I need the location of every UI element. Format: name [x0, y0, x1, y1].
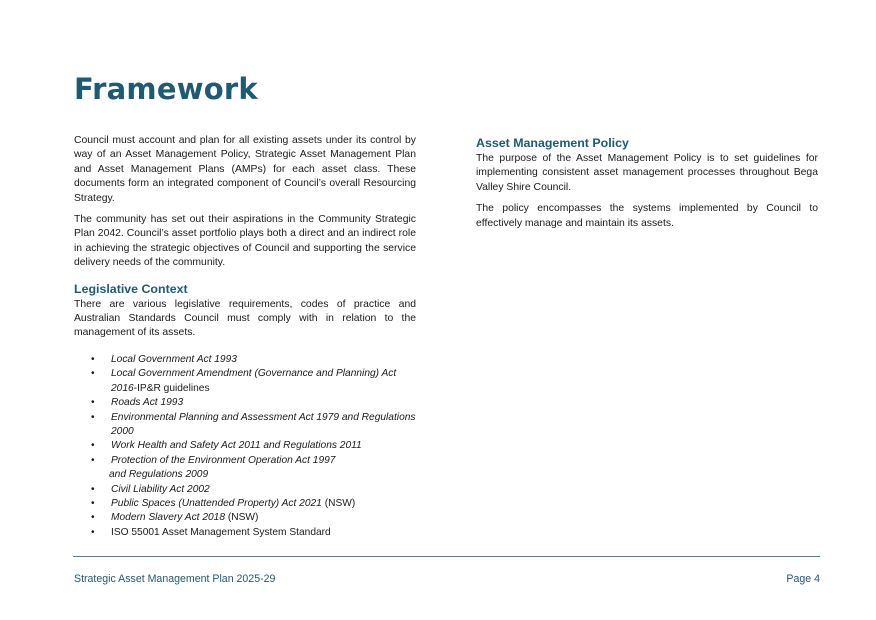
right-column [476, 135, 818, 238]
policy-paragraph-2: The policy encompasses the systems implemented by Council to effectively manage and maintain its assets. [476, 203, 818, 229]
footer-divider [73, 556, 820, 557]
list-item: • Work Health and Safety Act 2011 and Regulations 2011 [74, 439, 416, 453]
list-item: • Local Government Amendment (Governance and Planning) Act 2016-IP&R guidelines [74, 367, 416, 396]
list-item: • Civil Liability Act 2002 [74, 483, 416, 497]
legislative-context-text: There are various legislative requirements, codes of practice and Australian Standards Council must comply with in relation to the management of its assets. [74, 298, 416, 339]
left-column [74, 134, 416, 540]
list-item: • Protection of the Environment Operation Act 1997 and Regulations 2009 [74, 454, 416, 483]
list-item: • Modern Slavery Act 2018 (NSW) [74, 511, 416, 525]
legislation-list [74, 353, 416, 540]
list-item: • ISO 55001 Asset Management System Standard [74, 526, 416, 540]
list-item: • Public Spaces (Unattended Property) Act 2021 (NSW) [74, 497, 416, 511]
list-item: • Environmental Planning and Assessment Act 1979 and Regulations 2000 [74, 411, 416, 440]
intro-paragraph-2: The community has set out their aspirations in the Community Strategic Plan 2042. Council’s asset portfolio plays both a direct and an indirect role in achieving the strategic objectives of Council and supporting the service delivery needs of the community. [74, 214, 416, 269]
footer-document-title: Strategic Asset Management Plan 2025-29 [74, 573, 276, 585]
intro-paragraph-1: Council must account and plan for all existing assets under its control by way of an Asset Management Policy, Strategic Asset Management Plan and Asset Management Plans (AMPs) for each asset class. These documents form an integrated component of Council’s overall Resourcing Strategy. [74, 135, 416, 204]
list-item: • Local Government Act 1993 [74, 353, 416, 367]
legislative-context-heading: Legislative Context [74, 281, 188, 296]
policy-paragraph-1: The purpose of the Asset Management Policy is to set guidelines for implementing consistent asset management processes throughout Bega Valley Shire Council. [476, 153, 818, 193]
list-item: • Roads Act 1993 [74, 396, 416, 410]
asset-management-policy-heading: Asset Management Policy [476, 136, 629, 150]
page-title: Framework [74, 72, 258, 106]
footer-page-number: Page 4 [786, 573, 820, 585]
